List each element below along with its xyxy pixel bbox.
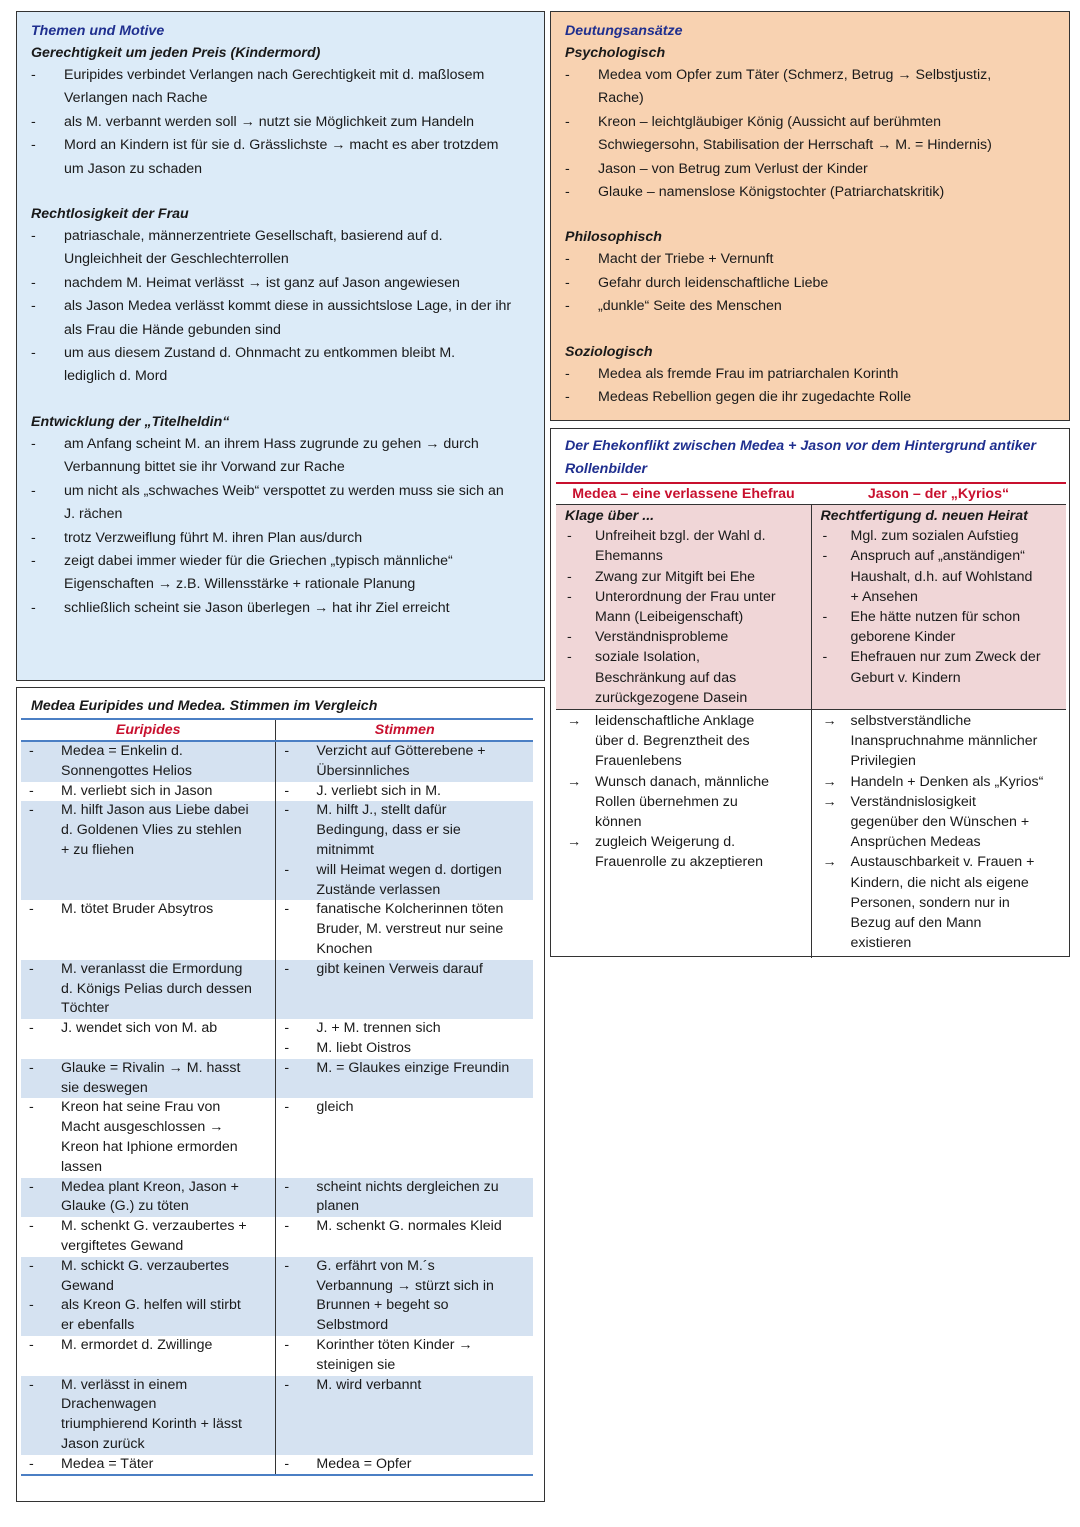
theme-heading: Rechtlosigkeit der Frau bbox=[31, 206, 189, 223]
theme-item bbox=[31, 272, 544, 295]
comparison-row bbox=[21, 1059, 533, 1099]
item-text: Euripides verbindet Verlangen nach Gerechtigkeit mit d. maßlosem Verlangen nach Rache bbox=[64, 67, 485, 107]
comparison-item bbox=[276, 1178, 531, 1218]
comparison-item bbox=[21, 801, 273, 860]
item-text: Korinther töten Kinder → steinigen sie bbox=[316, 1336, 473, 1373]
bullet-marker: - bbox=[29, 1020, 34, 1037]
item-text: M. verliebt sich in Jason bbox=[61, 782, 213, 799]
theme-item bbox=[31, 550, 544, 597]
item-text: M. tötet Bruder Absytros bbox=[61, 901, 214, 918]
theme-item bbox=[31, 433, 544, 480]
list-marker: → bbox=[822, 713, 837, 730]
comparison-row bbox=[21, 1257, 533, 1336]
comparison-item bbox=[21, 1336, 273, 1356]
justification-item bbox=[813, 526, 1066, 546]
comparison-item bbox=[21, 960, 273, 1019]
interpretation-item bbox=[565, 181, 1069, 204]
item-text: Verständnislosigkeit gegenüber den Wünschen + Ansprüchen Medeas bbox=[850, 793, 1030, 851]
euripides-cell bbox=[21, 782, 276, 802]
item-text: M. wird verbannt bbox=[316, 1376, 422, 1393]
list-marker: → bbox=[567, 773, 582, 790]
item-text: zeigt dabei immer wieder für die Griechen „typisch männliche“ Eigenschaften → z.B. Willensstärke + rationale Planung bbox=[64, 552, 453, 593]
comparison-item bbox=[21, 1257, 273, 1297]
section-gap bbox=[565, 319, 1069, 341]
bullet-marker: - bbox=[29, 1257, 34, 1274]
list-marker: → bbox=[822, 773, 837, 790]
bullet-marker: - bbox=[284, 1376, 290, 1393]
comparison-row bbox=[21, 1376, 533, 1455]
item-text: Austauschbarkeit v. Frauen + Kindern, die nicht als eigene Personen, sondern nur in Bezug auf den Mann existieren bbox=[850, 854, 1035, 952]
bullet-marker: - bbox=[284, 1020, 290, 1037]
comparison-item bbox=[276, 801, 531, 860]
item-text: fanatische Kolcherinnen töten Bruder, M. verstreut nur seine Knochen bbox=[316, 901, 504, 957]
euripides-cell bbox=[21, 1098, 276, 1177]
item-text: M. veranlasst die Ermordung d. Königs Pelias durch dessen Töchter bbox=[61, 960, 252, 1017]
euripides-cell bbox=[21, 1257, 276, 1336]
item-text: gleich bbox=[316, 1099, 354, 1116]
stimmen-cell bbox=[276, 1376, 533, 1455]
bullet-marker: - bbox=[29, 1099, 34, 1116]
euripides-cell bbox=[21, 801, 276, 900]
theme-item bbox=[31, 480, 544, 527]
theme-item bbox=[31, 342, 544, 389]
bullet-marker: - bbox=[284, 861, 290, 878]
conclusion-item bbox=[557, 711, 810, 772]
item-text: Medea = Täter bbox=[61, 1455, 154, 1472]
jason-justification-list bbox=[813, 526, 1066, 688]
bullet-marker: - bbox=[29, 1059, 34, 1076]
item-text: Anspruch auf „anständigen“ Haushalt, d.h. auf Wohlstand + Ansehen bbox=[850, 548, 1033, 605]
interpretation-title: Deutungsansätze bbox=[565, 23, 683, 39]
comparison-row bbox=[21, 1098, 533, 1177]
comparison-item bbox=[276, 900, 531, 959]
complaint-item bbox=[557, 627, 810, 647]
comparison-item bbox=[21, 1019, 273, 1039]
medea-complaints-list bbox=[557, 526, 810, 708]
complaint-item bbox=[557, 647, 810, 708]
comparison-item bbox=[21, 782, 273, 802]
item-text: M. hilft Jason aus Liebe dabei d. Goldenen Vlies zu stehlen + zu fliehen bbox=[61, 802, 249, 858]
item-text: M. = Glaukes einzige Freundin bbox=[316, 1059, 510, 1076]
comparison-row bbox=[21, 1336, 533, 1376]
bullet-marker: - bbox=[31, 482, 36, 499]
bullet-marker: - bbox=[284, 1455, 290, 1472]
bullet-marker: - bbox=[284, 1039, 290, 1056]
item-text: schließlich scheint sie Jason überlegen → hat ihr Ziel erreicht bbox=[64, 599, 450, 616]
list-marker: - bbox=[567, 629, 572, 646]
bullet-marker: - bbox=[29, 901, 34, 918]
bullet-marker: - bbox=[284, 802, 290, 819]
bullet-marker: - bbox=[29, 960, 34, 977]
interpretation-panel bbox=[550, 11, 1070, 421]
comparison-row bbox=[21, 1019, 533, 1059]
bullet-marker: - bbox=[29, 1218, 34, 1235]
bullet-marker: - bbox=[29, 1336, 34, 1353]
item-text: Medea = Opfer bbox=[316, 1455, 412, 1472]
jason-justification-heading: Rechtfertigung d. neuen Heirat bbox=[820, 508, 1028, 524]
theme-item bbox=[31, 64, 544, 111]
section-gap bbox=[565, 204, 1069, 226]
complaint-item bbox=[557, 567, 810, 587]
comparison-item bbox=[276, 861, 531, 901]
list-marker: - bbox=[822, 649, 828, 666]
item-text: M. verlässt in einem Drachenwagen triumphierend Korinth + lässt Jason zurück bbox=[61, 1376, 242, 1452]
item-text: J. + M. trennen sich bbox=[316, 1020, 441, 1037]
stimmen-cell bbox=[276, 801, 533, 900]
list-marker: → bbox=[567, 713, 582, 730]
item-text: Medea plant Kreon, Jason + Glauke (G.) zu töten bbox=[61, 1178, 239, 1215]
marriage-conflict-title-2: Rollenbilder bbox=[565, 461, 647, 477]
item-text: Medea als fremde Frau im patriarchalen Korinth bbox=[598, 365, 899, 382]
item-text: Medea vom Opfer zum Täter (Schmerz, Betrug → Selbstjustiz, Rache) bbox=[598, 67, 992, 107]
jason-conclusions-list bbox=[813, 711, 1066, 957]
comparison-item bbox=[21, 1098, 273, 1177]
item-text: zugleich Weigerung d. Frauenrolle zu akzeptieren bbox=[595, 834, 763, 871]
comparison-item bbox=[21, 1178, 273, 1218]
euripides-cell bbox=[21, 741, 276, 782]
list-marker: - bbox=[567, 528, 572, 545]
item-text: M. liebt Oistros bbox=[316, 1039, 412, 1056]
item-text: Unterordnung der Frau unter Mann (Leibeigenschaft) bbox=[595, 588, 776, 626]
stimmen-cell bbox=[276, 1217, 533, 1257]
comparison-item bbox=[21, 1296, 273, 1336]
bullet-marker: - bbox=[29, 1297, 34, 1314]
item-text: M. schenkt G. verzaubertes + vergiftetes Gewand bbox=[61, 1218, 247, 1254]
comparison-item bbox=[276, 1257, 531, 1336]
bullet-marker: - bbox=[284, 1178, 290, 1195]
bullet-marker: - bbox=[565, 184, 570, 201]
item-text: Verzicht auf Götterebene + Übersinnliches bbox=[316, 743, 486, 779]
item-text: Medea = Enkelin d. Sonnengottes Helios bbox=[61, 743, 192, 779]
stimmen-cell bbox=[276, 1178, 533, 1218]
item-text: J. verliebt sich in M. bbox=[316, 782, 441, 799]
list-marker: - bbox=[822, 528, 828, 545]
interpretation-item bbox=[565, 248, 1069, 271]
interpretation-item bbox=[565, 64, 1069, 111]
interpretation-heading: Psychologisch bbox=[565, 45, 666, 61]
stimmen-cell bbox=[276, 1455, 533, 1476]
item-text: Macht der Triebe + Vernunft bbox=[598, 251, 774, 268]
item-text: Gefahr durch leidenschaftliche Liebe bbox=[598, 274, 829, 291]
bullet-marker: - bbox=[29, 782, 34, 799]
item-text: um nicht als „schwaches Weib“ verspottet zu werden muss sie sich an J. rächen bbox=[64, 482, 504, 523]
section-gap bbox=[31, 181, 544, 203]
theme-item bbox=[31, 111, 544, 134]
item-text: M. schickt G. verzaubertes Gewand bbox=[61, 1257, 229, 1294]
comparison-item bbox=[276, 1455, 531, 1475]
list-marker: - bbox=[822, 609, 828, 626]
comparison-row bbox=[21, 960, 533, 1019]
stimmen-cell bbox=[276, 1019, 533, 1059]
item-text: Handeln + Denken als „Kyrios“ bbox=[850, 773, 1044, 790]
stimmen-cell bbox=[276, 782, 533, 802]
stimmen-column-header: Stimmen bbox=[276, 719, 533, 741]
item-text: Mord an Kindern ist für sie d. Grässlichste → macht es aber trotzdem um Jason zu schaden bbox=[64, 137, 499, 177]
comparison-item bbox=[276, 742, 531, 782]
list-marker: - bbox=[822, 548, 828, 565]
item-text: will Heimat wegen d. dortigen Zustände verlassen bbox=[316, 861, 502, 898]
item-text: M. hilft J., stellt dafür Bedingung, dass er sie mitnimmt bbox=[316, 802, 461, 858]
bullet-marker: - bbox=[565, 365, 570, 382]
medea-column-header: Medea – eine verlassene Ehefrau bbox=[556, 483, 811, 505]
euripides-cell bbox=[21, 1455, 276, 1476]
list-marker: - bbox=[567, 568, 572, 585]
medea-complaints-cell bbox=[556, 505, 811, 710]
comparison-item bbox=[276, 960, 531, 980]
bullet-marker: - bbox=[29, 802, 34, 819]
interpretation-heading: Philosophisch bbox=[565, 229, 662, 246]
interpretation-item bbox=[565, 386, 1069, 409]
list-marker: - bbox=[567, 588, 572, 605]
marriage-conflict-title-1: Der Ehekonflikt zwischen Medea + Jason vor dem Hintergrund antiker bbox=[565, 438, 1037, 454]
item-text: „dunkle“ Seite des Menschen bbox=[598, 298, 782, 315]
theme-heading: Gerechtigkeit um jeden Preis (Kindermord) bbox=[31, 45, 321, 61]
theme-item bbox=[31, 527, 544, 550]
euripides-cell bbox=[21, 1019, 276, 1059]
bullet-marker: - bbox=[284, 1336, 290, 1353]
comparison-item bbox=[276, 1217, 531, 1237]
conclusion-item bbox=[813, 772, 1066, 792]
bullet-marker: - bbox=[31, 435, 36, 452]
comparison-row bbox=[21, 1217, 533, 1257]
comparison-item bbox=[21, 1376, 273, 1455]
theme-heading: Entwicklung der „Titelheldin“ bbox=[31, 413, 230, 430]
bullet-marker: - bbox=[284, 960, 290, 977]
bullet-marker: - bbox=[31, 345, 36, 362]
item-text: Jason – von Betrug zum Verlust der Kinder bbox=[598, 160, 868, 177]
bullet-marker: - bbox=[31, 67, 36, 83]
bullet-marker: - bbox=[565, 160, 570, 177]
item-text: Kreon hat seine Frau von Macht ausgeschlossen → Kreon hat Iphione ermorden lassen bbox=[61, 1099, 238, 1175]
comparison-row bbox=[21, 900, 533, 959]
euripides-cell bbox=[21, 960, 276, 1019]
comparison-row bbox=[21, 1455, 533, 1476]
comparison-item bbox=[21, 1059, 273, 1099]
item-text: als M. verbannt werden soll → nutzt sie Möglichkeit zum Handeln bbox=[64, 113, 475, 130]
item-text: Kreon – leichtgläubiger König (Aussicht auf berühmten Schwiegersohn, Stabilisation der Herrschaft → M. = Hindernis) bbox=[598, 113, 992, 154]
interpretation-item bbox=[565, 272, 1069, 295]
stimmen-cell bbox=[276, 741, 533, 782]
bullet-marker: - bbox=[284, 1257, 290, 1274]
euripides-cell bbox=[21, 1217, 276, 1257]
themes-panel bbox=[16, 11, 545, 681]
comparison-row bbox=[21, 782, 533, 802]
euripides-cell bbox=[21, 1059, 276, 1099]
medea-complaints-heading: Klage über ... bbox=[565, 508, 655, 524]
bullet-marker: - bbox=[29, 1376, 34, 1393]
comparison-item bbox=[21, 742, 273, 782]
comparison-item bbox=[21, 1455, 273, 1475]
item-text: Mgl. zum sozialen Aufstieg bbox=[850, 528, 1019, 545]
bullet-marker: - bbox=[31, 552, 36, 569]
item-text: J. wendet sich von M. ab bbox=[61, 1020, 218, 1037]
jason-conclusions-cell bbox=[811, 710, 1066, 959]
theme-item bbox=[31, 225, 544, 272]
item-text: leidenschaftliche Anklage über d. Begrenztheit des Frauenlebens bbox=[595, 713, 755, 770]
stimmen-cell bbox=[276, 1336, 533, 1376]
item-text: Verständnisprobleme bbox=[595, 629, 729, 646]
medea-conclusions-cell bbox=[556, 710, 811, 959]
bullet-marker: - bbox=[29, 1455, 34, 1472]
item-text: selbstverständliche Inanspruchnahme männlicher Privilegien bbox=[850, 713, 1038, 770]
comparison-item bbox=[276, 1098, 531, 1118]
item-text: Glauke = Rivalin → M. hasst sie deswegen bbox=[61, 1059, 241, 1096]
item-text: G. erfährt von M.´s Verbannung → stürzt sich in Brunnen + begeht so Selbstmord bbox=[316, 1257, 494, 1334]
bullet-marker: - bbox=[284, 1099, 290, 1116]
interpretation-item bbox=[565, 111, 1069, 158]
comparison-item bbox=[276, 1059, 531, 1079]
comparison-item bbox=[276, 1019, 531, 1039]
bullet-marker: - bbox=[31, 529, 36, 546]
euripides-column-header: Euripides bbox=[21, 719, 276, 741]
item-text: nachdem M. Heimat verlässt → ist ganz auf Jason angewiesen bbox=[64, 274, 460, 291]
bullet-marker: - bbox=[29, 743, 34, 759]
bullet-marker: - bbox=[284, 1218, 290, 1235]
bullet-marker: - bbox=[31, 228, 36, 245]
themes-title: Themen und Motive bbox=[31, 23, 165, 39]
interpretation-heading: Soziologisch bbox=[565, 343, 653, 360]
stimmen-cell bbox=[276, 900, 533, 959]
conclusion-item bbox=[813, 852, 1066, 953]
bullet-marker: - bbox=[29, 1178, 34, 1195]
comparison-item bbox=[276, 1039, 531, 1059]
item-text: Unfreiheit bzgl. der Wahl d. Ehemanns bbox=[595, 528, 766, 565]
bullet-marker: - bbox=[565, 274, 570, 291]
item-text: am Anfang scheint M. an ihrem Hass zugrunde zu gehen → durch Verbannung bittet sie ihr Vorwand zur Rache bbox=[64, 435, 479, 476]
stimmen-cell bbox=[276, 960, 533, 1019]
bullet-marker: - bbox=[31, 599, 36, 616]
comparison-item bbox=[276, 1336, 531, 1376]
theme-item bbox=[31, 134, 544, 181]
comparison-row bbox=[21, 741, 533, 782]
list-marker: - bbox=[567, 649, 572, 666]
item-text: soziale Isolation, Beschränkung auf das zurückgezogene Dasein bbox=[595, 649, 748, 706]
complaint-item bbox=[557, 526, 810, 566]
stimmen-cell bbox=[276, 1059, 533, 1099]
item-text: gibt keinen Verweis darauf bbox=[316, 960, 483, 977]
justification-item bbox=[813, 607, 1066, 647]
item-text: M. ermordet d. Zwillinge bbox=[61, 1336, 213, 1353]
item-text: scheint nichts dergleichen zu planen bbox=[316, 1178, 499, 1215]
list-marker: → bbox=[822, 793, 837, 810]
item-text: Ehe hätte nutzen für schon geborene Kinder bbox=[850, 609, 1021, 646]
conclusion-item bbox=[813, 792, 1066, 853]
comparison-item bbox=[21, 1217, 273, 1257]
bullet-marker: - bbox=[284, 1059, 290, 1076]
comparison-row bbox=[21, 1178, 533, 1218]
stimmen-cell bbox=[276, 1257, 533, 1336]
item-text: Zwang zur Mitgift bei Ehe bbox=[595, 568, 756, 585]
euripides-cell bbox=[21, 1376, 276, 1455]
item-text: Ehefrauen nur zum Zweck der Geburt v. Kindern bbox=[850, 649, 1041, 686]
item-text: patriaschale, männerzentriete Gesellschaft, basierend auf d. Ungleichheit der Geschlechterrollen bbox=[64, 228, 443, 268]
comparison-title: Medea Euripides und Medea. Stimmen im Vergleich bbox=[31, 698, 378, 714]
item-text: Glauke – namenslose Königstochter (Patriarchatskritik) bbox=[598, 184, 945, 201]
euripides-cell bbox=[21, 1336, 276, 1376]
bullet-marker: - bbox=[284, 782, 290, 799]
stimmen-cell bbox=[276, 1098, 533, 1177]
list-marker: → bbox=[822, 854, 837, 871]
jason-column-header: Jason – der „Kyrios“ bbox=[811, 483, 1066, 505]
marriage-conflict-table bbox=[556, 482, 1066, 958]
bullet-marker: - bbox=[565, 251, 570, 268]
justification-item bbox=[813, 647, 1066, 687]
bullet-marker: - bbox=[565, 113, 570, 130]
justification-item bbox=[813, 546, 1066, 607]
list-marker: → bbox=[567, 834, 582, 851]
bullet-marker: - bbox=[31, 274, 36, 291]
theme-item bbox=[31, 597, 544, 620]
interpretation-item bbox=[565, 363, 1069, 386]
item-text: um aus diesem Zustand d. Ohnmacht zu entkommen bleibt M. lediglich d. Mord bbox=[64, 345, 456, 385]
euripides-cell bbox=[21, 1178, 276, 1218]
item-text: M. schenkt G. normales Kleid bbox=[316, 1218, 502, 1235]
comparison-row bbox=[21, 801, 533, 900]
jason-justification-cell bbox=[811, 505, 1066, 710]
complaint-item bbox=[557, 587, 810, 627]
comparison-item bbox=[276, 782, 531, 802]
interpretation-item bbox=[565, 295, 1069, 318]
bullet-marker: - bbox=[31, 113, 36, 130]
bullet-marker: - bbox=[565, 298, 570, 315]
item-text: als Jason Medea verlässt kommt diese in aussichtslose Lage, in der ihr als Frau die Hände gebunden sind bbox=[64, 298, 512, 338]
comparison-item bbox=[21, 900, 273, 920]
interpretation-item bbox=[565, 158, 1069, 181]
medea-conclusions-list bbox=[557, 711, 810, 877]
comparison-item bbox=[276, 1376, 531, 1396]
conclusion-item bbox=[557, 832, 810, 872]
themes-body bbox=[31, 42, 544, 620]
item-text: Wunsch danach, männliche Rollen übernehmen zu können bbox=[595, 773, 770, 831]
item-text: Medeas Rebellion gegen die ihr zugedachte Rolle bbox=[598, 389, 912, 406]
item-text: als Kreon G. helfen will stirbt er ebenfalls bbox=[61, 1297, 241, 1334]
bullet-marker: - bbox=[31, 137, 36, 154]
interpretation-body bbox=[565, 42, 1069, 409]
conclusion-item bbox=[557, 772, 810, 833]
bullet-marker: - bbox=[31, 298, 36, 315]
bullet-marker: - bbox=[565, 67, 570, 83]
bullet-marker: - bbox=[284, 901, 290, 918]
bullet-marker: - bbox=[284, 743, 290, 759]
euripides-cell bbox=[21, 900, 276, 959]
comparison-table bbox=[21, 718, 533, 1476]
section-gap bbox=[31, 389, 544, 411]
item-text: trotz Verzweiflung führt M. ihren Plan aus/durch bbox=[64, 529, 363, 546]
conclusion-item bbox=[813, 711, 1066, 772]
theme-item bbox=[31, 295, 544, 342]
bullet-marker: - bbox=[565, 389, 570, 406]
